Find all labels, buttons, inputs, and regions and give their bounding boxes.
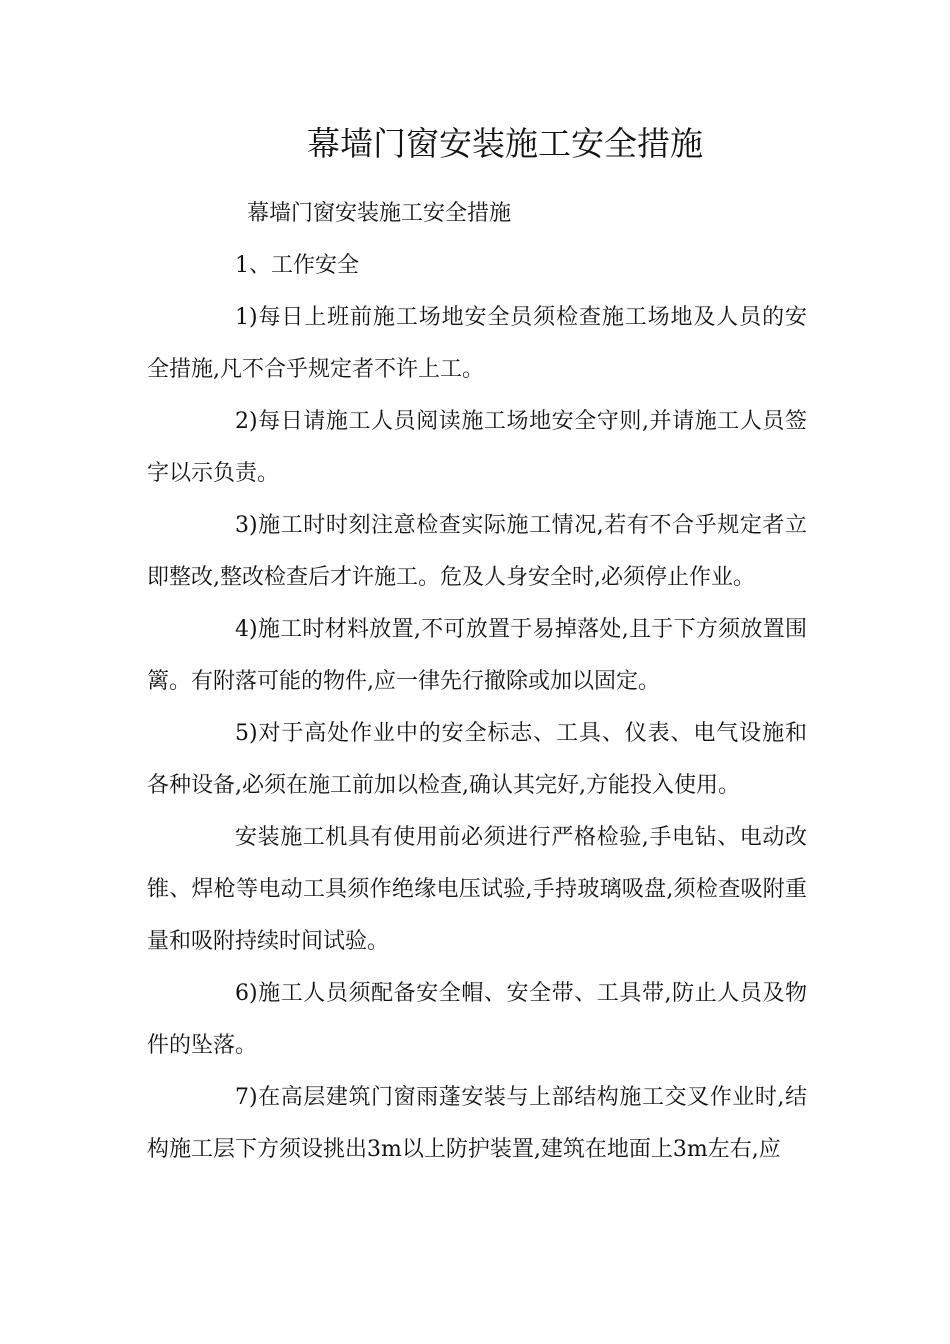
document-title: 幕墙门窗安装施工安全措施 [307,124,703,163]
body-paragraph: 1、工作安全 [235,253,359,278]
body-paragraph: 1)每日上班前施工场地安全员须检查施工场地及人员的安全措施,凡不合乎规定者不许上工。 [147,305,807,382]
body-paragraph: 6)施工人员须配备安全帽、安全带、工具带,防止人员及物件的坠落。 [147,981,807,1058]
document-body [147,188,807,1176]
body-paragraph: 幕墙门窗安装施工安全措施 [247,201,512,226]
body-paragraph: 4)施工时材料放置,不可放置于易掉落处,且于下方须放置围篱。有附落可能的物件,应一律先行撤除或加以固定。 [147,617,807,694]
body-paragraph: 7)在高层建筑门窗雨蓬安装与上部结构施工交叉作业时,结构施工层下方须设挑出3m以上防护装置,建筑在地面上3m左右,应 [147,1085,807,1162]
body-paragraph: 2)每日请施工人员阅读施工场地安全守则,并请施工人员签字以示负责。 [147,409,807,486]
body-paragraph: 3)施工时时刻注意检查实际施工情况,若有不合乎规定者立即整改,整改检查后才许施工。危及人身安全时,必须停止作业。 [147,513,807,590]
body-paragraph: 安装施工机具有使用前必须进行严格检验,手电钻、电动改锥、焊枪等电动工具须作绝缘电压试验,手持玻璃吸盘,须检查吸附重量和吸附持续时间试验。 [147,825,807,954]
body-paragraph: 5)对于高处作业中的安全标志、工具、仪表、电气设施和各种设备,必须在施工前加以检查,确认其完好,方能投入使用。 [147,721,807,798]
